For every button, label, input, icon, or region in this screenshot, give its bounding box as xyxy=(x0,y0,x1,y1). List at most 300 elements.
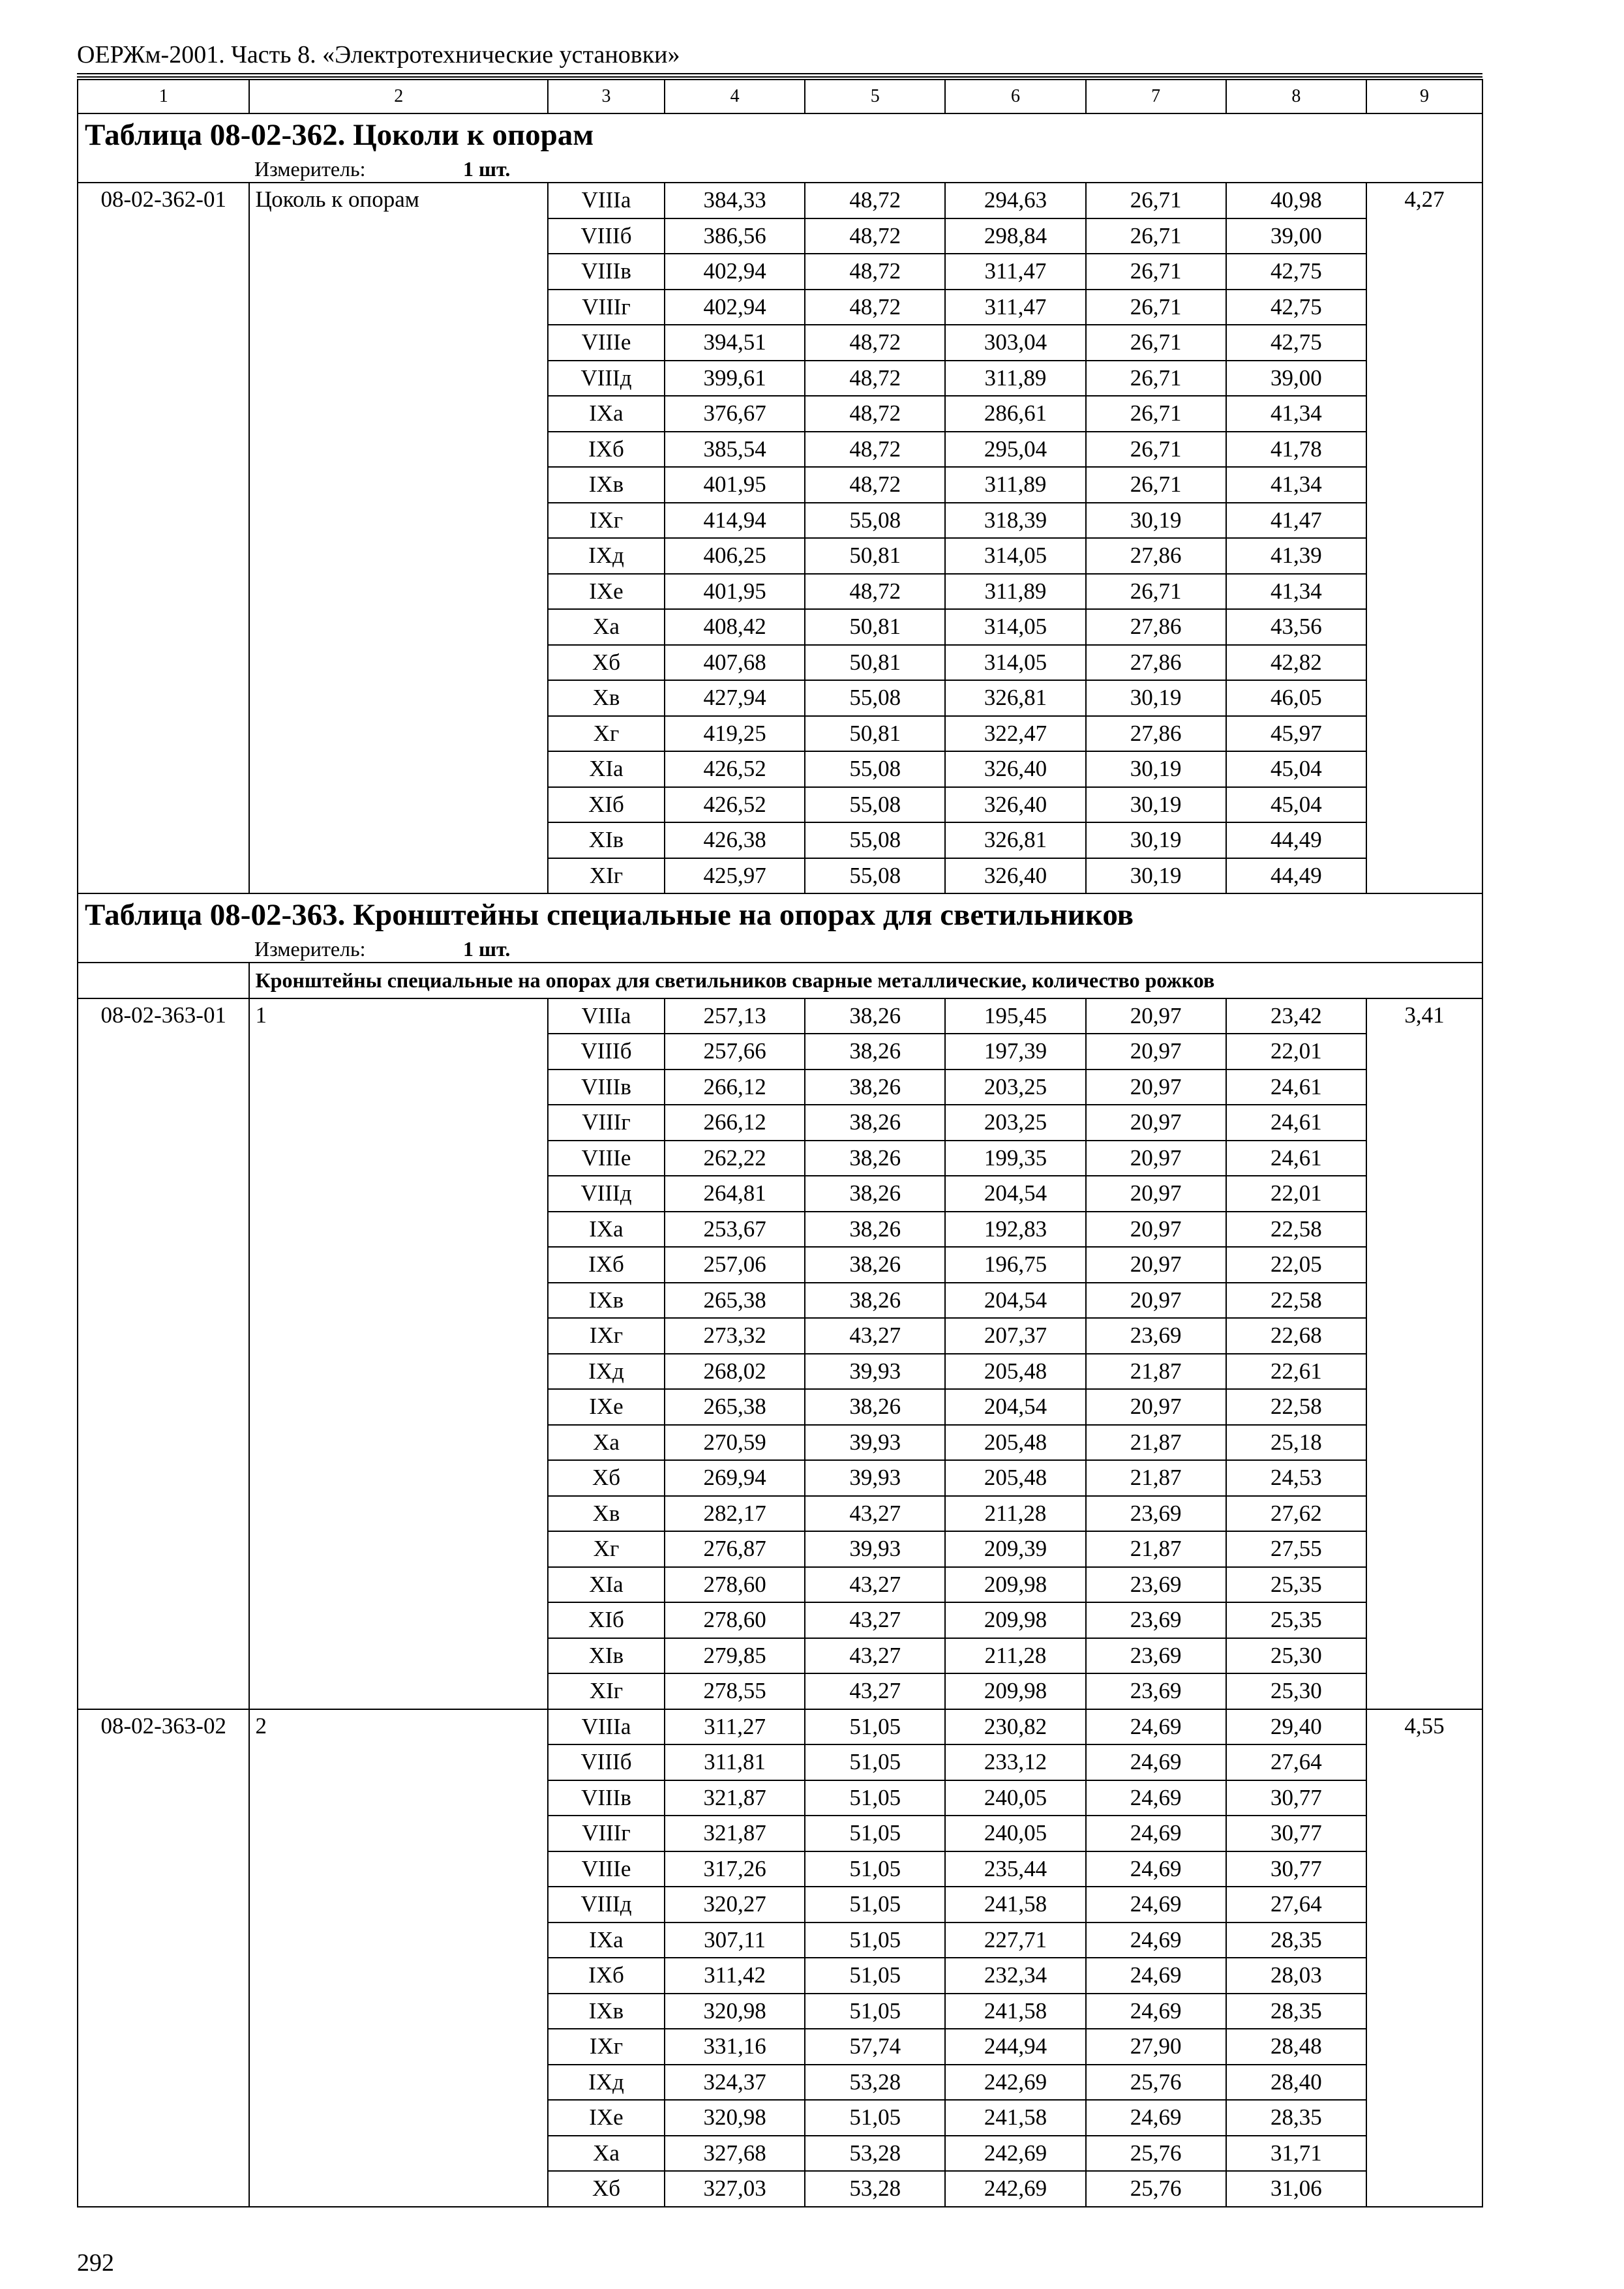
value-cell: 25,35 xyxy=(1226,1602,1366,1638)
value-cell: 44,49 xyxy=(1226,858,1366,894)
value-cell: 320,98 xyxy=(665,1994,805,2029)
value-cell: 20,97 xyxy=(1086,1070,1226,1105)
value-cell: 31,06 xyxy=(1226,2171,1366,2207)
value-cell: 41,39 xyxy=(1226,538,1366,574)
value-cell: 27,64 xyxy=(1226,1887,1366,1922)
value-cell: 23,69 xyxy=(1086,1318,1226,1354)
value-cell: 253,67 xyxy=(665,1212,805,1248)
region-zone-cell: XIг xyxy=(548,858,665,894)
value-cell: 230,82 xyxy=(945,1709,1085,1745)
value-cell: 22,58 xyxy=(1226,1283,1366,1319)
value-cell: 24,69 xyxy=(1086,2100,1226,2136)
value-cell: 23,69 xyxy=(1086,1567,1226,1603)
measure-row xyxy=(78,156,1482,183)
value-cell: 55,08 xyxy=(805,858,945,894)
value-cell: 38,26 xyxy=(805,998,945,1034)
value-cell: 50,81 xyxy=(805,609,945,645)
value-cell: 38,26 xyxy=(805,1105,945,1141)
value-cell: 30,19 xyxy=(1086,503,1226,539)
value-cell: 25,76 xyxy=(1086,2136,1226,2172)
value-cell: 426,38 xyxy=(665,822,805,858)
value-cell: 394,51 xyxy=(665,325,805,361)
value-cell: 376,67 xyxy=(665,396,805,432)
value-cell: 196,75 xyxy=(945,1247,1085,1283)
value-cell: 21,87 xyxy=(1086,1354,1226,1390)
value-cell: 408,42 xyxy=(665,609,805,645)
rate-name: 2 xyxy=(249,1709,548,2207)
region-zone-cell: IXд xyxy=(548,2065,665,2101)
region-zone-cell: IXг xyxy=(548,503,665,539)
value-cell: 276,87 xyxy=(665,1531,805,1567)
rates-table xyxy=(77,79,1483,2207)
value-cell: 414,94 xyxy=(665,503,805,539)
table-title: Таблица 08-02-363. Кронштейны специальные на опорах для светильников xyxy=(78,893,1482,936)
value-cell: 40,98 xyxy=(1226,183,1366,218)
value-cell: 39,93 xyxy=(805,1460,945,1496)
value-cell: 294,63 xyxy=(945,183,1085,218)
value-cell: 24,69 xyxy=(1086,1958,1226,1994)
value-cell: 241,58 xyxy=(945,2100,1085,2136)
value-cell: 23,69 xyxy=(1086,1638,1226,1674)
region-zone-cell: IXд xyxy=(548,1354,665,1390)
subtitle-row xyxy=(78,963,1482,998)
value-cell: 384,33 xyxy=(665,183,805,218)
page-number: 292 xyxy=(77,2249,114,2277)
value-cell: 41,47 xyxy=(1226,503,1366,539)
value-cell: 48,72 xyxy=(805,218,945,254)
value-cell: 22,68 xyxy=(1226,1318,1366,1354)
table-row xyxy=(78,998,1482,1034)
value-cell: 195,45 xyxy=(945,998,1085,1034)
measure-value: 1 шт. xyxy=(463,937,511,961)
value-cell: 39,93 xyxy=(805,1531,945,1567)
value-cell: 211,28 xyxy=(945,1496,1085,1532)
value-cell: 39,00 xyxy=(1226,218,1366,254)
value-cell: 48,72 xyxy=(805,290,945,325)
region-zone-cell: VIIIб xyxy=(548,218,665,254)
value-cell: 402,94 xyxy=(665,254,805,290)
region-zone-cell: IXе xyxy=(548,2100,665,2136)
value-cell: 273,32 xyxy=(665,1318,805,1354)
value-cell: 21,87 xyxy=(1086,1531,1226,1567)
value-cell: 55,08 xyxy=(805,751,945,787)
value-cell: 264,81 xyxy=(665,1176,805,1212)
value-cell: 38,26 xyxy=(805,1247,945,1283)
coefficient-cell: 4,27 xyxy=(1366,183,1482,893)
value-cell: 320,98 xyxy=(665,2100,805,2136)
table-row xyxy=(78,183,1482,218)
value-cell: 25,76 xyxy=(1086,2065,1226,2101)
value-cell: 385,54 xyxy=(665,432,805,468)
value-cell: 50,81 xyxy=(805,716,945,752)
coefficient-cell: 3,41 xyxy=(1366,998,1482,1709)
value-cell: 244,94 xyxy=(945,2029,1085,2065)
region-zone-cell: IXв xyxy=(548,1994,665,2029)
value-cell: 205,48 xyxy=(945,1460,1085,1496)
value-cell: 240,05 xyxy=(945,1780,1085,1816)
value-cell: 51,05 xyxy=(805,1816,945,1851)
value-cell: 26,71 xyxy=(1086,396,1226,432)
measure-cell xyxy=(78,156,1482,183)
value-cell: 20,97 xyxy=(1086,1176,1226,1212)
value-cell: 265,38 xyxy=(665,1389,805,1425)
value-cell: 241,58 xyxy=(945,1887,1085,1922)
region-zone-cell: IXг xyxy=(548,2029,665,2065)
region-zone-cell: IXг xyxy=(548,1318,665,1354)
value-cell: 311,89 xyxy=(945,574,1085,610)
value-cell: 20,97 xyxy=(1086,1141,1226,1176)
value-cell: 199,35 xyxy=(945,1141,1085,1176)
value-cell: 20,97 xyxy=(1086,998,1226,1034)
value-cell: 311,42 xyxy=(665,1958,805,1994)
region-zone-cell: VIIIб xyxy=(548,1034,665,1070)
value-cell: 26,71 xyxy=(1086,254,1226,290)
value-cell: 31,71 xyxy=(1226,2136,1366,2172)
region-zone-cell: IXв xyxy=(548,467,665,503)
value-cell: 320,27 xyxy=(665,1887,805,1922)
value-cell: 24,69 xyxy=(1086,1994,1226,2029)
value-cell: 232,34 xyxy=(945,1958,1085,1994)
value-cell: 25,76 xyxy=(1086,2171,1226,2207)
value-cell: 50,81 xyxy=(805,538,945,574)
value-cell: 257,66 xyxy=(665,1034,805,1070)
value-cell: 307,11 xyxy=(665,1922,805,1958)
value-cell: 42,75 xyxy=(1226,254,1366,290)
value-cell: 30,19 xyxy=(1086,858,1226,894)
value-cell: 55,08 xyxy=(805,787,945,823)
value-cell: 41,34 xyxy=(1226,396,1366,432)
region-zone-cell: VIIIд xyxy=(548,1176,665,1212)
table-title: Таблица 08-02-362. Цоколи к опорам xyxy=(78,113,1482,156)
region-zone-cell: VIIIв xyxy=(548,254,665,290)
value-cell: 282,17 xyxy=(665,1496,805,1532)
value-cell: 53,28 xyxy=(805,2136,945,2172)
value-cell: 48,72 xyxy=(805,432,945,468)
value-cell: 45,04 xyxy=(1226,787,1366,823)
value-cell: 48,72 xyxy=(805,325,945,361)
region-zone-cell: VIIIв xyxy=(548,1780,665,1816)
column-number: 5 xyxy=(805,80,945,113)
value-cell: 38,26 xyxy=(805,1141,945,1176)
value-cell: 43,56 xyxy=(1226,609,1366,645)
value-cell: 39,93 xyxy=(805,1354,945,1390)
value-cell: 426,52 xyxy=(665,787,805,823)
region-zone-cell: VIIIа xyxy=(548,998,665,1034)
value-cell: 425,97 xyxy=(665,858,805,894)
value-cell: 192,83 xyxy=(945,1212,1085,1248)
value-cell: 203,25 xyxy=(945,1105,1085,1141)
value-cell: 270,59 xyxy=(665,1425,805,1461)
region-zone-cell: IXв xyxy=(548,1283,665,1319)
value-cell: 48,72 xyxy=(805,183,945,218)
value-cell: 41,78 xyxy=(1226,432,1366,468)
value-cell: 27,86 xyxy=(1086,645,1226,681)
value-cell: 24,69 xyxy=(1086,1816,1226,1851)
value-cell: 24,69 xyxy=(1086,1922,1226,1958)
value-cell: 233,12 xyxy=(945,1744,1085,1780)
value-cell: 314,05 xyxy=(945,538,1085,574)
value-cell: 43,27 xyxy=(805,1496,945,1532)
value-cell: 50,81 xyxy=(805,645,945,681)
value-cell: 27,55 xyxy=(1226,1531,1366,1567)
value-cell: 227,71 xyxy=(945,1922,1085,1958)
value-cell: 407,68 xyxy=(665,645,805,681)
value-cell: 20,97 xyxy=(1086,1283,1226,1319)
value-cell: 327,03 xyxy=(665,2171,805,2207)
value-cell: 28,35 xyxy=(1226,1994,1366,2029)
column-number: 1 xyxy=(78,80,249,113)
value-cell: 38,26 xyxy=(805,1176,945,1212)
coefficient-cell: 4,55 xyxy=(1366,1709,1482,2207)
value-cell: 209,98 xyxy=(945,1602,1085,1638)
region-zone-cell: Xа xyxy=(548,1425,665,1461)
value-cell: 38,26 xyxy=(805,1212,945,1248)
region-zone-cell: VIIIе xyxy=(548,1851,665,1887)
column-number: 3 xyxy=(548,80,665,113)
value-cell: 55,08 xyxy=(805,822,945,858)
value-cell: 25,30 xyxy=(1226,1638,1366,1674)
region-zone-cell: IXа xyxy=(548,1212,665,1248)
value-cell: 51,05 xyxy=(805,1709,945,1745)
region-zone-cell: IXе xyxy=(548,574,665,610)
value-cell: 53,28 xyxy=(805,2065,945,2101)
value-cell: 30,19 xyxy=(1086,787,1226,823)
value-cell: 53,28 xyxy=(805,2171,945,2207)
column-number: 4 xyxy=(665,80,805,113)
value-cell: 23,69 xyxy=(1086,1496,1226,1532)
value-cell: 20,97 xyxy=(1086,1247,1226,1283)
value-cell: 28,35 xyxy=(1226,1922,1366,1958)
value-cell: 43,27 xyxy=(805,1638,945,1674)
value-cell: 27,64 xyxy=(1226,1744,1366,1780)
value-cell: 38,26 xyxy=(805,1389,945,1425)
value-cell: 45,04 xyxy=(1226,751,1366,787)
region-zone-cell: VIIIа xyxy=(548,1709,665,1745)
value-cell: 278,60 xyxy=(665,1567,805,1603)
region-zone-cell: VIIIб xyxy=(548,1744,665,1780)
value-cell: 45,97 xyxy=(1226,716,1366,752)
value-cell: 26,71 xyxy=(1086,361,1226,396)
region-zone-cell: Xа xyxy=(548,609,665,645)
region-zone-cell: Xб xyxy=(548,1460,665,1496)
value-cell: 30,19 xyxy=(1086,751,1226,787)
value-cell: 326,40 xyxy=(945,858,1085,894)
value-cell: 57,74 xyxy=(805,2029,945,2065)
region-zone-cell: VIIIе xyxy=(548,1141,665,1176)
value-cell: 25,35 xyxy=(1226,1567,1366,1603)
value-cell: 204,54 xyxy=(945,1389,1085,1425)
column-number: 2 xyxy=(249,80,548,113)
region-zone-cell: IXа xyxy=(548,1922,665,1958)
value-cell: 46,05 xyxy=(1226,680,1366,716)
value-cell: 29,40 xyxy=(1226,1709,1366,1745)
measure-label: Измеритель: xyxy=(254,937,366,961)
value-cell: 24,61 xyxy=(1226,1105,1366,1141)
value-cell: 318,39 xyxy=(945,503,1085,539)
region-zone-cell: Xв xyxy=(548,680,665,716)
running-header: ОЕРЖм-2001. Часть 8. «Электротехнические установки» xyxy=(77,41,680,68)
region-zone-cell: XIб xyxy=(548,1602,665,1638)
subtitle-spacer xyxy=(78,963,249,998)
value-cell: 235,44 xyxy=(945,1851,1085,1887)
measure-value: 1 шт. xyxy=(463,157,511,181)
measure-cell xyxy=(78,936,1482,963)
value-cell: 24,69 xyxy=(1086,1780,1226,1816)
value-cell: 317,26 xyxy=(665,1851,805,1887)
rate-code: 08-02-362-01 xyxy=(78,183,249,893)
value-cell: 242,69 xyxy=(945,2171,1085,2207)
value-cell: 51,05 xyxy=(805,1994,945,2029)
value-cell: 24,61 xyxy=(1226,1070,1366,1105)
value-cell: 28,35 xyxy=(1226,2100,1366,2136)
value-cell: 311,27 xyxy=(665,1709,805,1745)
value-cell: 268,02 xyxy=(665,1354,805,1390)
region-zone-cell: VIIIд xyxy=(548,1887,665,1922)
column-number: 9 xyxy=(1366,80,1482,113)
rate-name: 1 xyxy=(249,998,548,1709)
value-cell: 24,53 xyxy=(1226,1460,1366,1496)
value-cell: 44,49 xyxy=(1226,822,1366,858)
value-cell: 22,05 xyxy=(1226,1247,1366,1283)
value-cell: 242,69 xyxy=(945,2065,1085,2101)
value-cell: 22,58 xyxy=(1226,1389,1366,1425)
value-cell: 28,03 xyxy=(1226,1958,1366,1994)
value-cell: 51,05 xyxy=(805,1744,945,1780)
region-zone-cell: Xб xyxy=(548,2171,665,2207)
value-cell: 51,05 xyxy=(805,1887,945,1922)
region-zone-cell: IXд xyxy=(548,538,665,574)
value-cell: 327,68 xyxy=(665,2136,805,2172)
value-cell: 427,94 xyxy=(665,680,805,716)
value-cell: 303,04 xyxy=(945,325,1085,361)
value-cell: 42,82 xyxy=(1226,645,1366,681)
value-cell: 22,61 xyxy=(1226,1354,1366,1390)
value-cell: 20,97 xyxy=(1086,1105,1226,1141)
value-cell: 42,75 xyxy=(1226,290,1366,325)
value-cell: 24,61 xyxy=(1226,1141,1366,1176)
value-cell: 26,71 xyxy=(1086,325,1226,361)
value-cell: 298,84 xyxy=(945,218,1085,254)
header-rule-bottom xyxy=(77,76,1482,78)
value-cell: 48,72 xyxy=(805,574,945,610)
value-cell: 28,40 xyxy=(1226,2065,1366,2101)
value-cell: 242,69 xyxy=(945,2136,1085,2172)
value-cell: 43,27 xyxy=(805,1567,945,1603)
value-cell: 26,71 xyxy=(1086,467,1226,503)
value-cell: 401,95 xyxy=(665,574,805,610)
value-cell: 386,56 xyxy=(665,218,805,254)
value-cell: 48,72 xyxy=(805,254,945,290)
value-cell: 51,05 xyxy=(805,1922,945,1958)
value-cell: 23,42 xyxy=(1226,998,1366,1034)
value-cell: 55,08 xyxy=(805,503,945,539)
value-cell: 257,06 xyxy=(665,1247,805,1283)
value-cell: 265,38 xyxy=(665,1283,805,1319)
value-cell: 401,95 xyxy=(665,467,805,503)
value-cell: 321,87 xyxy=(665,1780,805,1816)
value-cell: 42,75 xyxy=(1226,325,1366,361)
value-cell: 43,27 xyxy=(805,1602,945,1638)
value-cell: 27,86 xyxy=(1086,538,1226,574)
value-cell: 43,27 xyxy=(805,1673,945,1709)
value-cell: 27,90 xyxy=(1086,2029,1226,2065)
value-cell: 326,40 xyxy=(945,787,1085,823)
value-cell: 209,98 xyxy=(945,1567,1085,1603)
value-cell: 278,60 xyxy=(665,1602,805,1638)
value-cell: 25,18 xyxy=(1226,1425,1366,1461)
value-cell: 55,08 xyxy=(805,680,945,716)
region-zone-cell: Xг xyxy=(548,1531,665,1567)
value-cell: 30,77 xyxy=(1226,1851,1366,1887)
region-zone-cell: XIв xyxy=(548,822,665,858)
value-cell: 203,25 xyxy=(945,1070,1085,1105)
table-title-row xyxy=(78,113,1482,156)
value-cell: 24,69 xyxy=(1086,1851,1226,1887)
region-zone-cell: IXб xyxy=(548,1958,665,1994)
region-zone-cell: IXб xyxy=(548,1247,665,1283)
value-cell: 41,34 xyxy=(1226,467,1366,503)
value-cell: 331,16 xyxy=(665,2029,805,2065)
value-cell: 39,00 xyxy=(1226,361,1366,396)
region-zone-cell: XIв xyxy=(548,1638,665,1674)
value-cell: 211,28 xyxy=(945,1638,1085,1674)
value-cell: 207,37 xyxy=(945,1318,1085,1354)
value-cell: 266,12 xyxy=(665,1105,805,1141)
value-cell: 26,71 xyxy=(1086,290,1226,325)
value-cell: 21,87 xyxy=(1086,1460,1226,1496)
value-cell: 23,69 xyxy=(1086,1673,1226,1709)
value-cell: 24,69 xyxy=(1086,1744,1226,1780)
region-zone-cell: VIIIг xyxy=(548,1816,665,1851)
value-cell: 24,69 xyxy=(1086,1709,1226,1745)
value-cell: 25,30 xyxy=(1226,1673,1366,1709)
value-cell: 38,26 xyxy=(805,1070,945,1105)
region-zone-cell: IXе xyxy=(548,1389,665,1425)
value-cell: 20,97 xyxy=(1086,1389,1226,1425)
value-cell: 311,47 xyxy=(945,290,1085,325)
value-cell: 322,47 xyxy=(945,716,1085,752)
value-cell: 51,05 xyxy=(805,1958,945,1994)
value-cell: 22,01 xyxy=(1226,1034,1366,1070)
region-zone-cell: Xв xyxy=(548,1496,665,1532)
region-zone-cell: Xа xyxy=(548,2136,665,2172)
value-cell: 402,94 xyxy=(665,290,805,325)
region-zone-cell: IXа xyxy=(548,396,665,432)
value-cell: 266,12 xyxy=(665,1070,805,1105)
value-cell: 399,61 xyxy=(665,361,805,396)
rate-code: 08-02-363-02 xyxy=(78,1709,249,2207)
value-cell: 295,04 xyxy=(945,432,1085,468)
value-cell: 257,13 xyxy=(665,998,805,1034)
value-cell: 324,37 xyxy=(665,2065,805,2101)
value-cell: 48,72 xyxy=(805,467,945,503)
column-number-row xyxy=(78,80,1482,113)
value-cell: 314,05 xyxy=(945,609,1085,645)
value-cell: 26,71 xyxy=(1086,218,1226,254)
value-cell: 22,01 xyxy=(1226,1176,1366,1212)
value-cell: 30,19 xyxy=(1086,822,1226,858)
region-zone-cell: VIIIг xyxy=(548,290,665,325)
region-zone-cell: Xб xyxy=(548,645,665,681)
value-cell: 20,97 xyxy=(1086,1212,1226,1248)
column-number: 8 xyxy=(1226,80,1366,113)
value-cell: 326,81 xyxy=(945,680,1085,716)
value-cell: 205,48 xyxy=(945,1354,1085,1390)
header-rule-top xyxy=(77,73,1482,74)
value-cell: 51,05 xyxy=(805,2100,945,2136)
value-cell: 240,05 xyxy=(945,1816,1085,1851)
value-cell: 30,77 xyxy=(1226,1816,1366,1851)
